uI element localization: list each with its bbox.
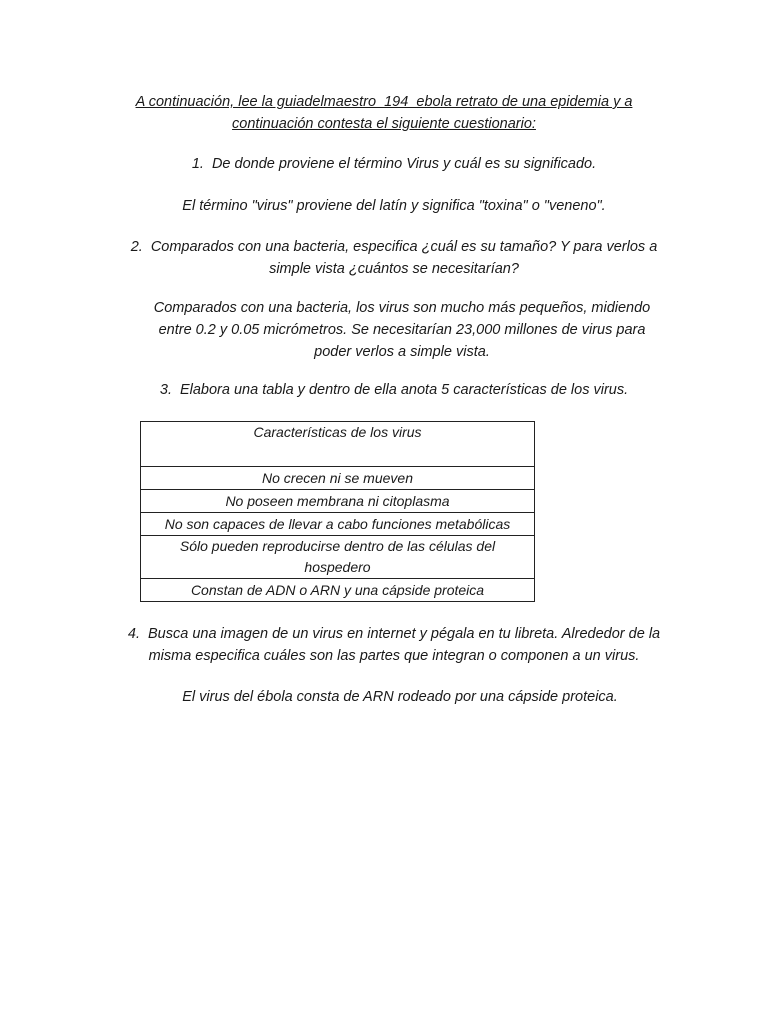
answer-1: El término "virus" proviene del latín y significa "toxina" o "veneno". xyxy=(182,198,606,214)
question-2-number: 2. xyxy=(130,239,143,255)
question-1-text: De donde proviene el término Virus y cuál es su significado. xyxy=(211,156,597,172)
question-3-number: 3. xyxy=(159,382,172,398)
table-row xyxy=(141,467,535,490)
question-3-text: Elabora una tabla y dentro de ella anota 5 características de los virus. xyxy=(179,382,629,398)
table-row xyxy=(141,513,535,536)
table-header: Características de los virus xyxy=(141,422,535,467)
table-cell: No poseen membrana ni citoplasma xyxy=(141,490,535,513)
intro-instructions: A continuación, lee la guiadelmaestro_194_ebola retrato de una epidemia y a continuación contesta el siguiente cuestionario: xyxy=(135,94,633,132)
table-row xyxy=(141,490,535,513)
table-row xyxy=(141,579,535,602)
question-2 xyxy=(120,236,668,280)
question-4-number: 4. xyxy=(127,626,140,642)
question-3 xyxy=(120,379,668,401)
question-1-number: 1. xyxy=(191,156,204,172)
table-cell: No crecen ni se mueven xyxy=(141,467,535,490)
table-cell: No son capaces de llevar a cabo funciones metabólicas xyxy=(141,513,535,536)
virus-traits-table xyxy=(140,421,535,602)
question-4 xyxy=(120,623,668,667)
table-cell: Sólo pueden reproducirse dentro de las células del hospedero xyxy=(141,536,535,579)
answer-2: Comparados con una bacteria, los virus son mucho más pequeños, midiendo entre 0.2 y 0.05 micrómetros. Se necesitarían 23,000 millones de virus para poder verlos a simple vista. xyxy=(153,300,651,360)
question-2-text: Comparados con una bacteria, especifica ¿cuál es su tamaño? Y para verlos a simple vista ¿cuántos se necesitarían? xyxy=(150,239,658,277)
table-cell: Constan de ADN o ARN y una cápside proteica xyxy=(141,579,535,602)
table-row xyxy=(141,536,535,579)
answer-4: El virus del ébola consta de ARN rodeado por una cápside proteica. xyxy=(182,689,618,705)
question-1 xyxy=(120,153,668,175)
question-4-text: Busca una imagen de un virus en internet y pégala en tu libreta. Alrededor de la misma especifica cuáles son las partes que integran o componen a un virus. xyxy=(147,626,661,664)
